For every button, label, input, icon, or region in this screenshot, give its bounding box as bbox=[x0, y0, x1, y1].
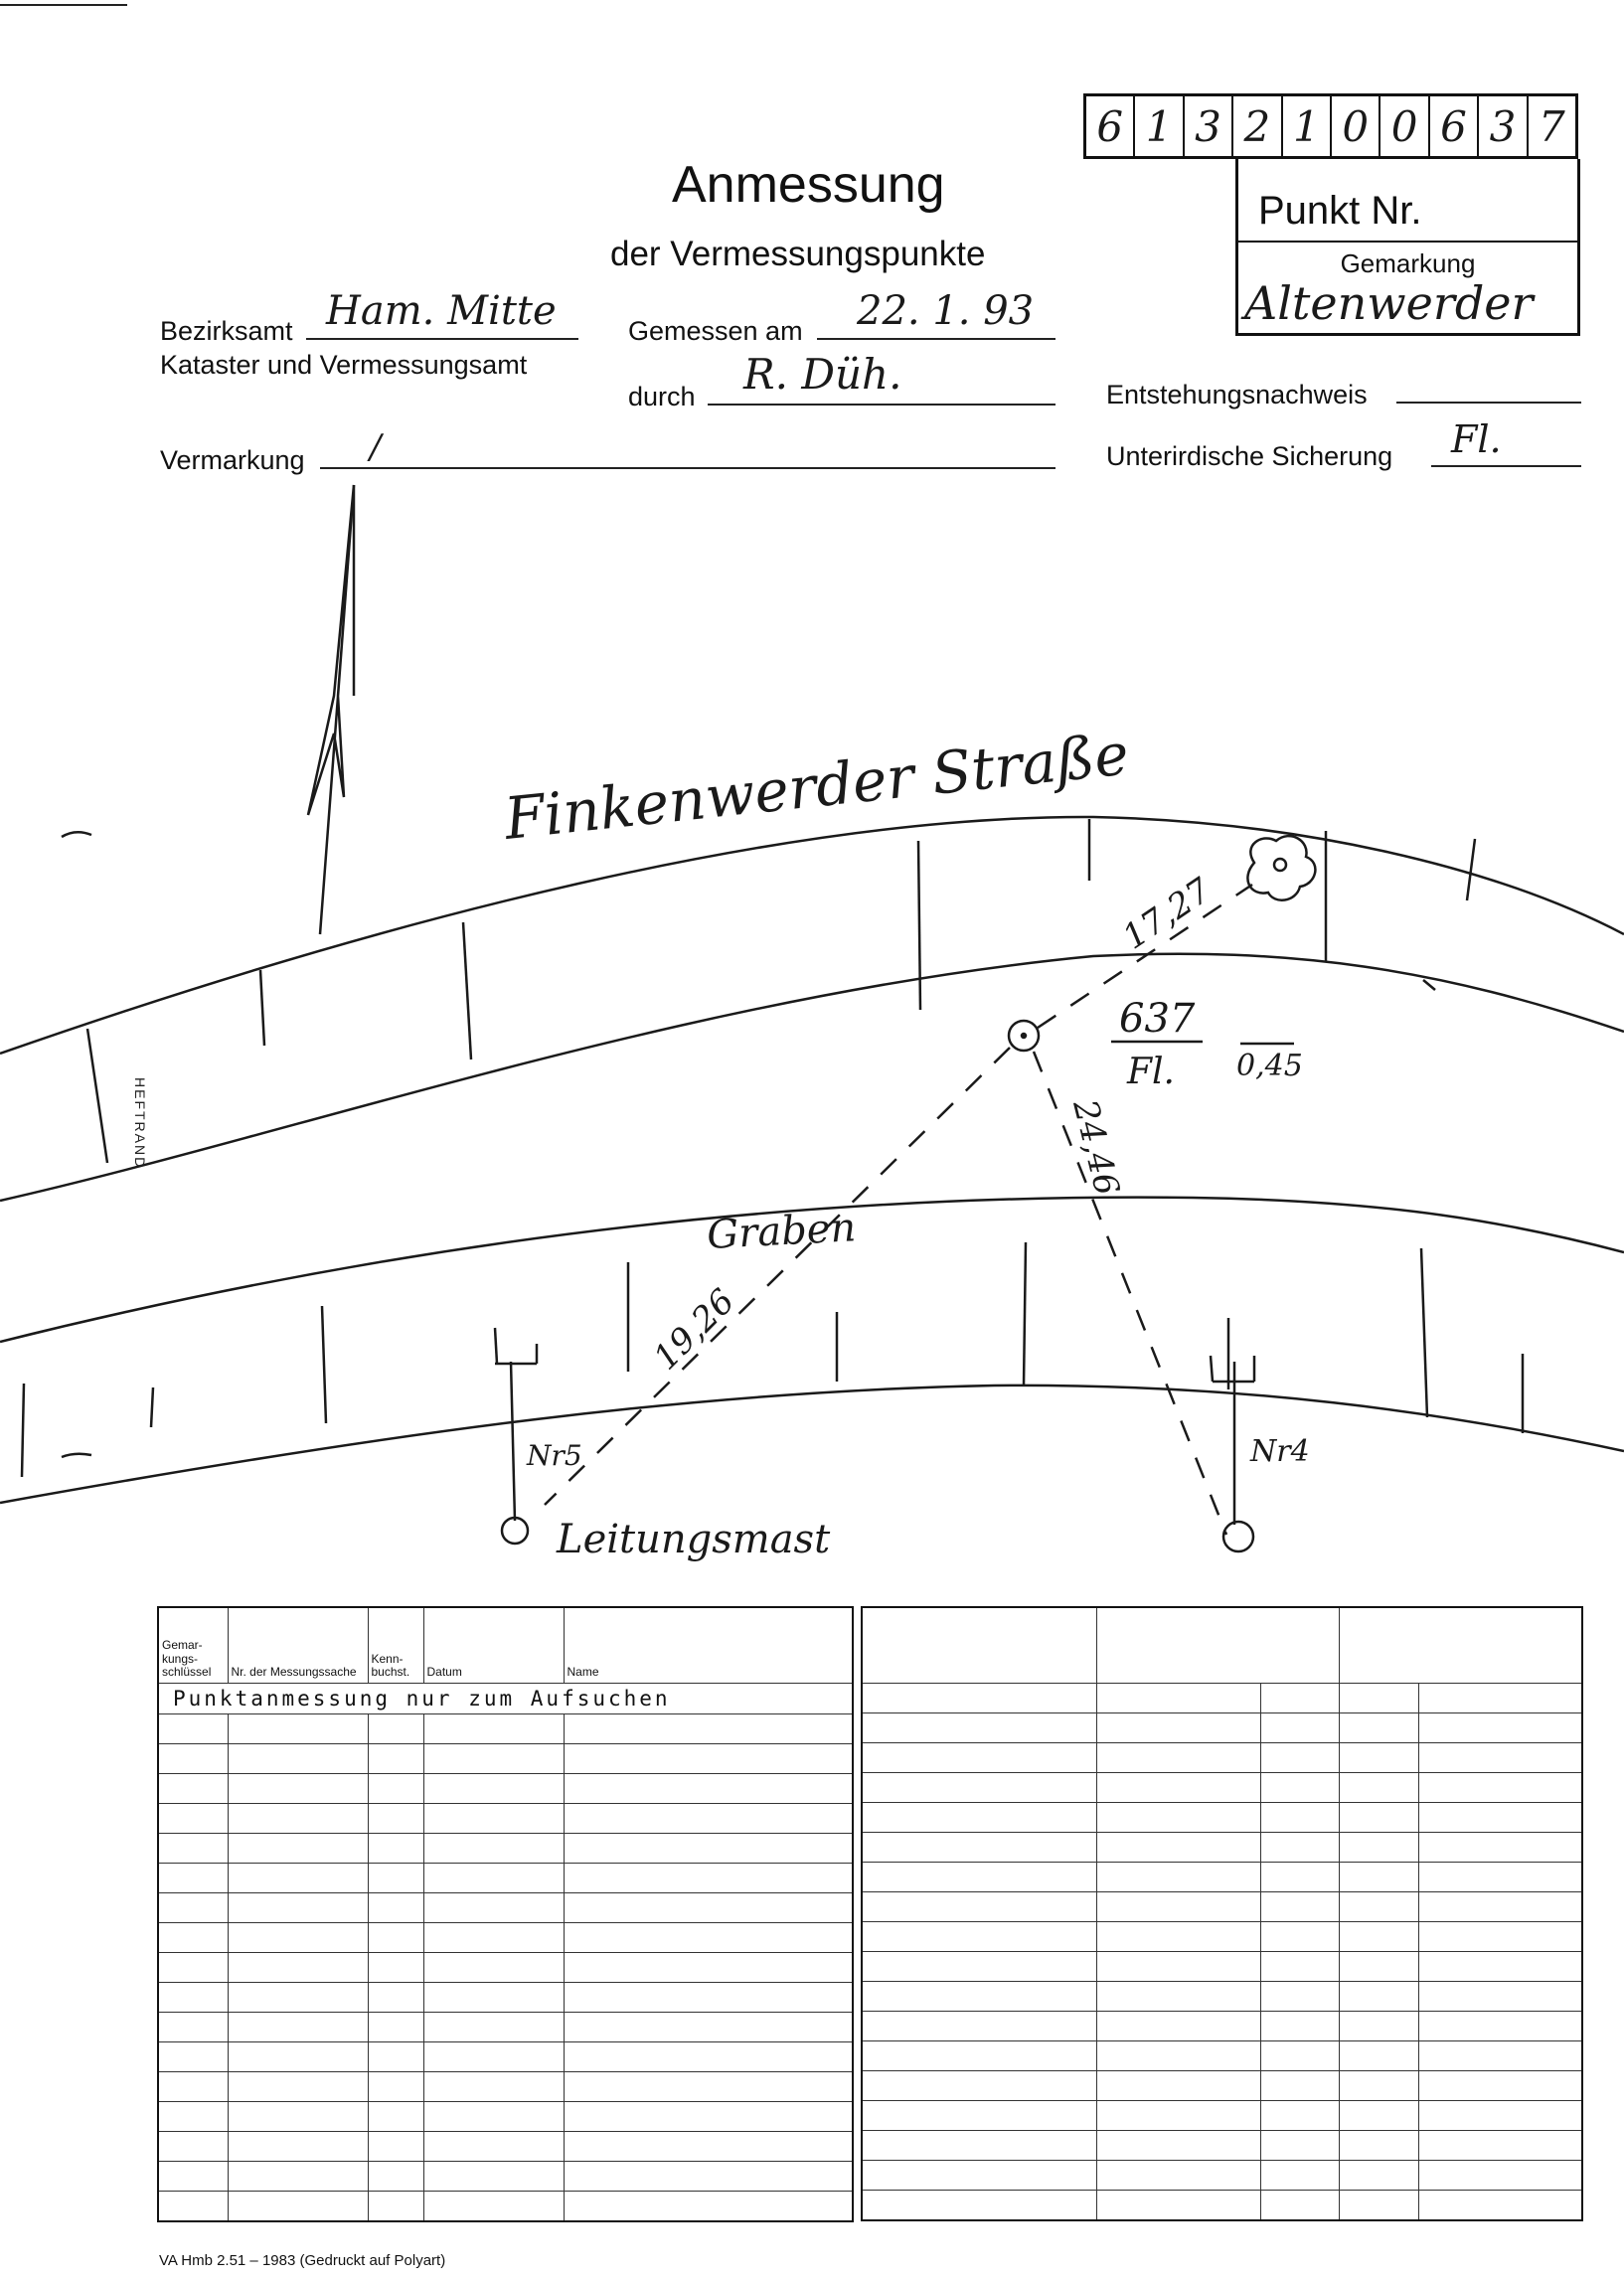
table-cell[interactable] bbox=[368, 1744, 423, 1774]
table-row bbox=[158, 1864, 853, 1893]
table-row bbox=[862, 1713, 1582, 1743]
table-row bbox=[158, 1893, 853, 1923]
table-cell[interactable] bbox=[564, 1834, 853, 1864]
table-row bbox=[862, 1803, 1582, 1833]
gemessen-value[interactable]: 22. 1. 93 bbox=[857, 288, 1035, 334]
table-cell[interactable] bbox=[862, 1982, 1096, 2012]
gemarkung-label: Gemarkung bbox=[1340, 248, 1476, 278]
table-cell[interactable] bbox=[564, 1744, 853, 1774]
table-cell[interactable] bbox=[1339, 2041, 1418, 2071]
vermarkung-label: Vermarkung bbox=[160, 445, 305, 475]
table-row bbox=[158, 2132, 853, 2162]
table-cell[interactable] bbox=[1418, 1773, 1582, 1803]
table-cell[interactable] bbox=[228, 2192, 368, 2222]
table-cell[interactable] bbox=[1339, 1773, 1418, 1803]
table-cell[interactable] bbox=[862, 2071, 1096, 2101]
table-cell[interactable] bbox=[423, 1744, 564, 1774]
table-row bbox=[158, 1953, 853, 1983]
table-cell[interactable] bbox=[1339, 1833, 1418, 1863]
table-cell[interactable] bbox=[1339, 2131, 1418, 2161]
mast-left-number: Nr5 bbox=[527, 1439, 582, 1472]
table-cell[interactable] bbox=[423, 2132, 564, 2162]
table-cell[interactable] bbox=[158, 1864, 228, 1893]
table-cell[interactable] bbox=[423, 1923, 564, 1953]
table-cell[interactable] bbox=[158, 1893, 228, 1923]
table-cell[interactable] bbox=[1339, 1922, 1418, 1952]
table-cell[interactable] bbox=[862, 2012, 1096, 2041]
table-cell[interactable] bbox=[423, 1714, 564, 1744]
table-cell[interactable] bbox=[1260, 1863, 1339, 1892]
table-cell[interactable] bbox=[1260, 1833, 1339, 1863]
distance-left: 19,26 bbox=[646, 1281, 743, 1379]
table-cell[interactable] bbox=[158, 1684, 853, 1714]
table-cell[interactable] bbox=[1260, 2041, 1339, 2071]
depth-label: 0,45 bbox=[1236, 1049, 1303, 1083]
table-cell bbox=[1339, 1607, 1582, 1684]
distance-right: 24,46 bbox=[1064, 1095, 1127, 1200]
table-cell[interactable] bbox=[423, 1834, 564, 1864]
table-cell[interactable] bbox=[564, 1923, 853, 1953]
digit: 2 bbox=[1233, 96, 1282, 156]
table-cell[interactable] bbox=[1418, 2131, 1582, 2161]
bezirksamt-value[interactable]: Ham. Mitte bbox=[326, 288, 557, 334]
distance-top: 17,27 bbox=[1115, 870, 1218, 958]
gemessen-label: Gemessen am bbox=[628, 316, 803, 346]
table-cell[interactable] bbox=[158, 2042, 228, 2072]
table-cell[interactable] bbox=[1260, 1982, 1339, 2012]
table-cell[interactable] bbox=[368, 1864, 423, 1893]
entstehung-label: Entstehungsnachweis bbox=[1106, 380, 1368, 409]
heftrand-label: HEFTRAND bbox=[132, 1077, 148, 1170]
table-cell[interactable] bbox=[1096, 1743, 1260, 1773]
table-cell[interactable] bbox=[228, 1834, 368, 1864]
table-cell[interactable] bbox=[158, 1774, 228, 1804]
table-cell[interactable] bbox=[228, 2102, 368, 2132]
table-cell[interactable] bbox=[1418, 1833, 1582, 1863]
digit: 1 bbox=[1135, 96, 1184, 156]
table-cell[interactable] bbox=[1418, 2191, 1582, 2221]
table-cell[interactable] bbox=[1418, 1892, 1582, 1922]
table-row bbox=[158, 1774, 853, 1804]
table-cell[interactable] bbox=[368, 1714, 423, 1744]
point-fl-label: Fl. bbox=[1127, 1052, 1175, 1092]
table-cell[interactable] bbox=[564, 1804, 853, 1834]
table-cell[interactable] bbox=[862, 1863, 1096, 1892]
table-cell[interactable] bbox=[158, 1714, 228, 1744]
table-cell[interactable] bbox=[862, 1713, 1096, 1743]
digit: 3 bbox=[1185, 96, 1233, 156]
table-cell[interactable] bbox=[368, 2013, 423, 2042]
table-cell[interactable] bbox=[1096, 2191, 1260, 2221]
table-cell[interactable] bbox=[228, 2013, 368, 2042]
table-cell[interactable] bbox=[368, 1923, 423, 1953]
table-cell[interactable] bbox=[1339, 2071, 1418, 2101]
col-header-kennbuchst: Kenn-buchst. bbox=[368, 1607, 423, 1684]
table-row bbox=[158, 1714, 853, 1744]
table-cell[interactable] bbox=[368, 2132, 423, 2162]
table-row bbox=[158, 1983, 853, 2013]
table-cell[interactable] bbox=[368, 2192, 423, 2222]
table-cell[interactable] bbox=[1096, 1803, 1260, 1833]
first-row-text: Punktanmessung nur zum Aufsuchen bbox=[173, 1687, 671, 1711]
digit: 6 bbox=[1430, 96, 1479, 156]
table-row bbox=[862, 1773, 1582, 1803]
tree-icon bbox=[1247, 836, 1315, 900]
digit: 0 bbox=[1332, 96, 1380, 156]
table-cell[interactable] bbox=[158, 2192, 228, 2222]
street-edge-bottom bbox=[0, 954, 1624, 1201]
table-cell[interactable] bbox=[564, 2042, 853, 2072]
table-cell[interactable] bbox=[423, 2042, 564, 2072]
table-cell bbox=[862, 1607, 1096, 1684]
table-cell[interactable] bbox=[564, 2102, 853, 2132]
graben-label: Graben bbox=[706, 1205, 858, 1258]
table-row bbox=[862, 1892, 1582, 1922]
table-cell[interactable] bbox=[228, 1864, 368, 1893]
table-cell[interactable] bbox=[1096, 2101, 1260, 2131]
table-cell[interactable] bbox=[1418, 1982, 1582, 2012]
table-cell[interactable] bbox=[423, 2162, 564, 2192]
table-row bbox=[158, 2192, 853, 2222]
table-cell[interactable] bbox=[1096, 1982, 1260, 2012]
table-cell[interactable] bbox=[1096, 1773, 1260, 1803]
table-cell[interactable] bbox=[862, 2131, 1096, 2161]
table-cell[interactable] bbox=[1418, 1863, 1582, 1892]
table-row bbox=[158, 2013, 853, 2042]
table-cell[interactable] bbox=[1339, 1863, 1418, 1892]
table-row bbox=[158, 2162, 853, 2192]
table-row bbox=[158, 1684, 853, 1714]
table-cell[interactable] bbox=[1260, 1684, 1339, 1713]
table-cell[interactable] bbox=[862, 2161, 1096, 2191]
table-row bbox=[158, 2072, 853, 2102]
table-cell[interactable] bbox=[1096, 1863, 1260, 1892]
table-cell[interactable] bbox=[1096, 1952, 1260, 1982]
table-cell[interactable] bbox=[564, 2132, 853, 2162]
table-cell[interactable] bbox=[158, 1834, 228, 1864]
table-row bbox=[158, 2102, 853, 2132]
sicherung-label: Unterirdische Sicherung bbox=[1106, 441, 1393, 471]
table-cell[interactable] bbox=[423, 2102, 564, 2132]
records-table-right bbox=[861, 1606, 1583, 2221]
table-row bbox=[862, 1922, 1582, 1952]
table-cell[interactable] bbox=[862, 1743, 1096, 1773]
table-cell[interactable] bbox=[564, 1953, 853, 1983]
table-cell[interactable] bbox=[1418, 1743, 1582, 1773]
table-cell[interactable] bbox=[228, 1953, 368, 1983]
table-row bbox=[158, 1923, 853, 1953]
table-row bbox=[862, 2012, 1582, 2041]
table-cell[interactable] bbox=[368, 2102, 423, 2132]
table-cell[interactable] bbox=[862, 1803, 1096, 1833]
table-cell[interactable] bbox=[1096, 2012, 1260, 2041]
table-cell[interactable] bbox=[1260, 2101, 1339, 2131]
table-cell[interactable] bbox=[862, 1833, 1096, 1863]
table-cell[interactable] bbox=[1339, 2191, 1418, 2221]
table-row bbox=[862, 1982, 1582, 2012]
table-cell[interactable] bbox=[228, 2042, 368, 2072]
table-cell[interactable] bbox=[862, 2041, 1096, 2071]
table-cell[interactable] bbox=[423, 1953, 564, 1983]
table-cell[interactable] bbox=[1096, 2071, 1260, 2101]
table-cell[interactable] bbox=[1260, 2071, 1339, 2101]
table-cell[interactable] bbox=[1096, 1922, 1260, 1952]
table-cell[interactable] bbox=[228, 1804, 368, 1834]
table-cell[interactable] bbox=[228, 1774, 368, 1804]
mast-label: Leitungsmast bbox=[557, 1517, 831, 1562]
table-cell[interactable] bbox=[564, 2192, 853, 2222]
table-cell[interactable] bbox=[423, 1983, 564, 2013]
table-cell[interactable] bbox=[228, 2132, 368, 2162]
table-row bbox=[862, 1952, 1582, 1982]
table-cell[interactable] bbox=[228, 2162, 368, 2192]
table-cell[interactable] bbox=[423, 1893, 564, 1923]
table-cell[interactable] bbox=[564, 1983, 853, 2013]
digit: 6 bbox=[1086, 96, 1135, 156]
table-row bbox=[158, 2042, 853, 2072]
table-cell[interactable] bbox=[1260, 1803, 1339, 1833]
table-cell[interactable] bbox=[862, 1684, 1096, 1713]
table-cell[interactable] bbox=[368, 2042, 423, 2072]
table-cell[interactable] bbox=[1418, 1803, 1582, 1833]
graben-edge-bottom bbox=[0, 1386, 1624, 1503]
table-cell[interactable] bbox=[1096, 1833, 1260, 1863]
table-cell[interactable] bbox=[368, 1774, 423, 1804]
table-cell[interactable] bbox=[368, 1893, 423, 1923]
table-cell[interactable] bbox=[228, 1983, 368, 2013]
table-cell[interactable] bbox=[564, 2162, 853, 2192]
table-cell[interactable] bbox=[1096, 1892, 1260, 1922]
table-cell[interactable] bbox=[368, 1834, 423, 1864]
page-subtitle: der Vermessungspunkte bbox=[610, 235, 986, 273]
col-header-name: Name bbox=[564, 1607, 853, 1684]
table-cell[interactable] bbox=[158, 1983, 228, 2013]
table-cell[interactable] bbox=[228, 1923, 368, 1953]
point-number-label: 637 bbox=[1119, 996, 1196, 1042]
table-row bbox=[158, 1744, 853, 1774]
table-cell[interactable] bbox=[1339, 1892, 1418, 1922]
bezirksamt-label: Bezirksamt bbox=[160, 316, 293, 346]
digit: 3 bbox=[1479, 96, 1528, 156]
power-mast-left-icon bbox=[495, 1328, 537, 1544]
table-cell bbox=[1096, 1607, 1339, 1684]
table-cell[interactable] bbox=[368, 2072, 423, 2102]
table-cell[interactable] bbox=[1260, 1713, 1339, 1743]
table-cell[interactable] bbox=[158, 1923, 228, 1953]
table-cell[interactable] bbox=[1339, 2101, 1418, 2131]
table-cell[interactable] bbox=[1260, 2161, 1339, 2191]
table-cell[interactable] bbox=[1418, 2101, 1582, 2131]
table-cell[interactable] bbox=[564, 2013, 853, 2042]
table-cell[interactable] bbox=[1339, 1684, 1418, 1713]
table-cell[interactable] bbox=[564, 2072, 853, 2102]
table-cell[interactable] bbox=[1096, 2161, 1260, 2191]
col-header-datum: Datum bbox=[423, 1607, 564, 1684]
table-cell[interactable] bbox=[368, 2162, 423, 2192]
col-header-messungssache: Nr. der Messungssache bbox=[228, 1607, 368, 1684]
table-row bbox=[862, 2161, 1582, 2191]
table-cell[interactable] bbox=[1418, 2071, 1582, 2101]
table-cell[interactable] bbox=[564, 1864, 853, 1893]
table-cell[interactable] bbox=[1339, 1952, 1418, 1982]
mast-right-number: Nr4 bbox=[1250, 1434, 1310, 1469]
table-cell[interactable] bbox=[1418, 1713, 1582, 1743]
table-row bbox=[862, 2131, 1582, 2161]
table-row bbox=[158, 1804, 853, 1834]
table-cell[interactable] bbox=[862, 1922, 1096, 1952]
table-row bbox=[862, 1863, 1582, 1892]
table-cell[interactable] bbox=[423, 2072, 564, 2102]
kataster-label: Kataster und Vermessungsamt bbox=[160, 350, 528, 380]
table-row bbox=[862, 2191, 1582, 2221]
table-cell[interactable] bbox=[158, 1744, 228, 1774]
table-cell[interactable] bbox=[1096, 2041, 1260, 2071]
gemarkung-value: Altenwerder bbox=[1244, 276, 1534, 330]
durch-label: durch bbox=[628, 382, 696, 411]
table-cell[interactable] bbox=[158, 2072, 228, 2102]
table-cell[interactable] bbox=[158, 1953, 228, 1983]
table-cell[interactable] bbox=[564, 1893, 853, 1923]
table-cell[interactable] bbox=[423, 1774, 564, 1804]
table-cell[interactable] bbox=[1418, 1684, 1582, 1713]
table-cell[interactable] bbox=[1418, 2041, 1582, 2071]
table-cell[interactable] bbox=[1339, 1982, 1418, 2012]
table-cell[interactable] bbox=[1339, 1713, 1418, 1743]
table-header-row bbox=[158, 1607, 853, 1684]
table-cell[interactable] bbox=[564, 1774, 853, 1804]
table-row bbox=[862, 1833, 1582, 1863]
table-cell[interactable] bbox=[1418, 2161, 1582, 2191]
table-cell[interactable] bbox=[1260, 1952, 1339, 1982]
street-name: Finkenwerder Straße bbox=[501, 720, 1132, 853]
table-cell[interactable] bbox=[423, 2013, 564, 2042]
table-cell[interactable] bbox=[862, 1892, 1096, 1922]
table-cell[interactable] bbox=[1260, 2191, 1339, 2221]
form-footer: VA Hmb 2.51 – 1983 (Gedruckt auf Polyart) bbox=[159, 2252, 446, 2269]
table-cell[interactable] bbox=[368, 1953, 423, 1983]
col-header-gemarkung: Gemar-kungs-schlüssel bbox=[158, 1607, 228, 1684]
table-cell[interactable] bbox=[158, 2162, 228, 2192]
table-cell[interactable] bbox=[228, 1893, 368, 1923]
sicherung-value[interactable]: Fl. bbox=[1451, 417, 1502, 461]
table-cell[interactable] bbox=[862, 2101, 1096, 2131]
table-row bbox=[158, 1834, 853, 1864]
table-cell[interactable] bbox=[158, 2013, 228, 2042]
power-mast-right-icon bbox=[1211, 1356, 1254, 1551]
table-cell[interactable] bbox=[368, 1804, 423, 1834]
table-cell[interactable] bbox=[1418, 1922, 1582, 1952]
digit: 7 bbox=[1538, 101, 1565, 151]
table-cell[interactable] bbox=[228, 1714, 368, 1744]
table-cell[interactable] bbox=[1260, 1743, 1339, 1773]
table-cell[interactable] bbox=[862, 1773, 1096, 1803]
table-cell[interactable] bbox=[158, 2102, 228, 2132]
table-cell[interactable] bbox=[1260, 1892, 1339, 1922]
table-row bbox=[862, 2041, 1582, 2071]
vermarkung-value[interactable]: / bbox=[370, 427, 382, 467]
table-cell[interactable] bbox=[158, 2132, 228, 2162]
table-cell[interactable] bbox=[423, 2192, 564, 2222]
table-cell[interactable] bbox=[1339, 2012, 1418, 2041]
digit: 1 bbox=[1283, 96, 1332, 156]
table-cell[interactable] bbox=[1339, 2161, 1418, 2191]
north-arrow-icon bbox=[308, 485, 354, 934]
table-cell[interactable] bbox=[228, 2072, 368, 2102]
digit: 0 bbox=[1380, 96, 1429, 156]
table-cell[interactable] bbox=[564, 1714, 853, 1744]
records-table-left bbox=[157, 1606, 854, 2222]
punkt-label: Punkt Nr. bbox=[1258, 189, 1422, 233]
table-row bbox=[862, 2071, 1582, 2101]
table-cell[interactable] bbox=[1418, 1952, 1582, 1982]
table-cell[interactable] bbox=[423, 1804, 564, 1834]
page-title: Anmessung bbox=[672, 156, 945, 214]
table-cell[interactable] bbox=[228, 1744, 368, 1774]
table-cell[interactable] bbox=[1260, 1773, 1339, 1803]
table-cell[interactable] bbox=[1260, 1922, 1339, 1952]
table-cell[interactable] bbox=[1096, 1713, 1260, 1743]
table-cell[interactable] bbox=[862, 2191, 1096, 2221]
table-row bbox=[862, 1743, 1582, 1773]
table-row bbox=[862, 2101, 1582, 2131]
table-cell[interactable] bbox=[158, 1804, 228, 1834]
durch-value[interactable]: R. Düh. bbox=[743, 350, 902, 399]
table-cell[interactable] bbox=[1096, 1684, 1260, 1713]
table-cell[interactable] bbox=[862, 1952, 1096, 1982]
table-cell[interactable] bbox=[1260, 2131, 1339, 2161]
table-cell[interactable] bbox=[1096, 2131, 1260, 2161]
table-cell[interactable] bbox=[368, 1983, 423, 2013]
table-cell[interactable] bbox=[423, 1864, 564, 1893]
table-row bbox=[862, 1684, 1582, 1713]
table-header-row bbox=[862, 1607, 1582, 1684]
street-edge-top bbox=[0, 817, 1624, 1054]
table-cell[interactable] bbox=[1339, 1743, 1418, 1773]
table-cell[interactable] bbox=[1418, 2012, 1582, 2041]
table-cell[interactable] bbox=[1260, 2012, 1339, 2041]
table-cell[interactable] bbox=[1339, 1803, 1418, 1833]
